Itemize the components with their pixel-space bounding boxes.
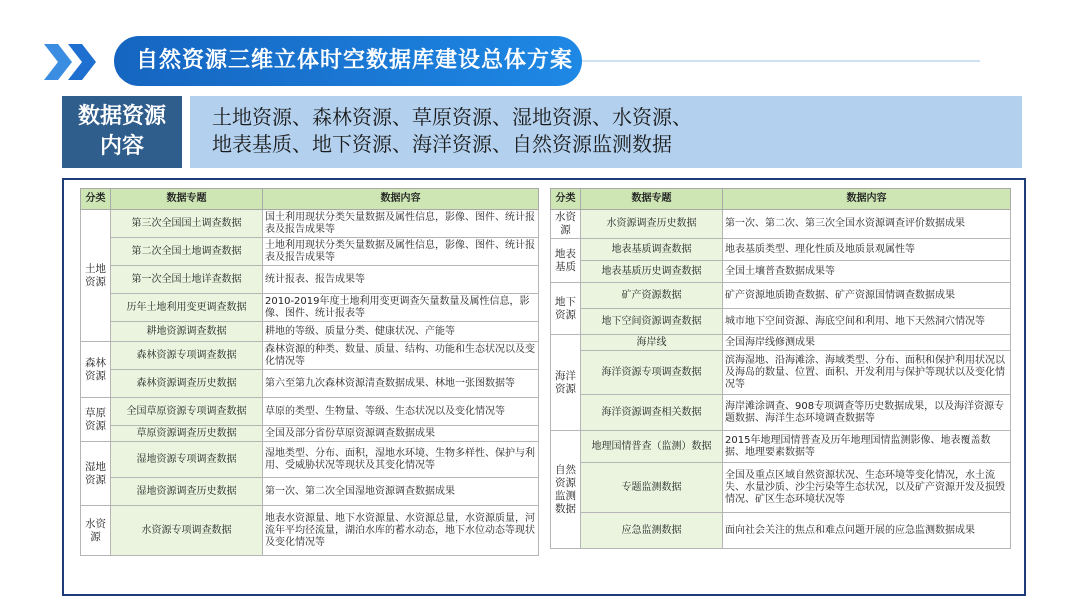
content-cell: 2015年地理国情普查及历年地理国情监测影像、地表覆盖数据、地理要素数据等	[723, 431, 1011, 463]
table-row	[551, 210, 1011, 239]
category-cell: 自然 资源 监测 数据	[551, 431, 581, 549]
topic-cell: 历年土地利用变更调查数据	[111, 294, 263, 322]
table-row	[551, 239, 1011, 261]
header-topic: 数据专题	[581, 189, 723, 210]
header-topic: 数据专题	[111, 189, 263, 210]
table-row	[551, 463, 1011, 513]
header-category: 分类	[81, 189, 111, 210]
category-cell: 森林 资源	[81, 342, 111, 398]
table-row	[81, 294, 539, 322]
table-row	[81, 478, 539, 506]
topic-cell: 全国草原资源专项调查数据	[111, 398, 263, 426]
topic-cell: 海岸线	[581, 335, 723, 351]
resource-label	[62, 96, 182, 168]
right-data-table	[550, 188, 1011, 549]
content-cell: 第六至第九次森林资源清查数据成果、林地一张图数据等	[263, 370, 539, 398]
content-cell: 地表水资源量、地下水资源量、水资源总量，水资源质量，河流年平均径流量，湖泊水库的蓄水动态，地下水位动态等现状及变化情况等	[263, 506, 539, 556]
category-cell: 水资 源	[81, 506, 111, 556]
topic-cell: 森林资源调查历史数据	[111, 370, 263, 398]
table-row	[81, 442, 539, 478]
table-header-row	[551, 189, 1011, 210]
content-cell: 草原的类型、生物量、等级、生态状况以及变化情况等	[263, 398, 539, 426]
table-row	[81, 370, 539, 398]
table-row	[551, 395, 1011, 431]
resource-summary	[190, 96, 1022, 168]
content-cell: 全国土壤普查数据成果等	[723, 261, 1011, 283]
page-title: 自然资源三维立体时空数据库建设总体方案	[114, 36, 582, 86]
content-cell: 滨海湿地、沿海滩涂、海域类型、分布、面积和保护利用状况以及海岛的数量、位置、面积、开发利用与保护等现状以及变化情况等	[723, 351, 1011, 395]
content-cell: 森林资源的种类、数量、质量、结构、功能和生态状况以及变化情况等	[263, 342, 539, 370]
topic-cell: 第二次全国土地调查数据	[111, 238, 263, 266]
category-cell: 地表 基质	[551, 239, 581, 283]
topic-cell: 地表基质历史调查数据	[581, 261, 723, 283]
topic-cell: 草原资源调查历史数据	[111, 426, 263, 442]
topic-cell: 耕地资源调查数据	[111, 322, 263, 342]
table-row	[551, 261, 1011, 283]
topic-cell: 水资源调查历史数据	[581, 210, 723, 239]
header-category: 分类	[551, 189, 581, 210]
topic-cell: 第一次全国土地详查数据	[111, 266, 263, 294]
topic-cell: 湿地资源调查历史数据	[111, 478, 263, 506]
category-cell: 土地 资源	[81, 210, 111, 342]
table-row	[551, 335, 1011, 351]
category-cell: 海洋 资源	[551, 335, 581, 431]
content-cell: 矿产资源地质勘查数据、矿产资源国情调查数据成果	[723, 283, 1011, 309]
header-content: 数据内容	[723, 189, 1011, 210]
table-frame	[62, 178, 1026, 596]
content-cell: 全国及部分省份草原资源调查数据成果	[263, 426, 539, 442]
topic-cell: 海洋资源调查相关数据	[581, 395, 723, 431]
topic-cell: 地下空间资源调查数据	[581, 309, 723, 335]
table-row	[551, 513, 1011, 549]
table-row	[81, 266, 539, 294]
category-cell: 草原 资源	[81, 398, 111, 442]
header-content: 数据内容	[263, 189, 539, 210]
resource-label-line: 内容	[99, 134, 144, 159]
topic-cell: 地表基质调查数据	[581, 239, 723, 261]
content-cell: 全国及重点区域自然资源状况、生态环境等变化情况，水土流失、水量沙质、沙尘污染等生态状况，以及矿产资源开发及损毁情况、矿区生态环境状况等	[723, 463, 1011, 513]
title-divider	[560, 60, 980, 62]
topic-cell: 海洋资源专项调查数据	[581, 351, 723, 395]
table-row	[81, 238, 539, 266]
table-row	[551, 351, 1011, 395]
topic-cell: 第三次全国国土调查数据	[111, 210, 263, 238]
content-cell: 全国海岸线修测成果	[723, 335, 1011, 351]
content-cell: 城市地下空间资源、海底空间和利用、地下天然洞穴情况等	[723, 309, 1011, 335]
topic-cell: 专题监测数据	[581, 463, 723, 513]
category-cell: 湿地 资源	[81, 442, 111, 506]
resource-summary-line: 土地资源、森林资源、草原资源、湿地资源、水资源、	[212, 105, 692, 129]
topic-cell: 地理国情普查（监测）数据	[581, 431, 723, 463]
topic-cell: 应急监测数据	[581, 513, 723, 549]
table-row	[81, 342, 539, 370]
topic-cell: 森林资源专项调查数据	[111, 342, 263, 370]
resource-label-line: 数据资源	[77, 104, 166, 129]
topic-cell: 湿地资源专项调查数据	[111, 442, 263, 478]
double-chevron-icon	[42, 40, 102, 84]
table-header-row	[81, 189, 539, 210]
content-cell: 第一次、第二次全国湿地资源调查数据成果	[263, 478, 539, 506]
table-row	[551, 431, 1011, 463]
content-cell: 第一次、第二次、第三次全国水资源调查评价数据成果	[723, 210, 1011, 239]
topic-cell: 水资源专项调查数据	[111, 506, 263, 556]
table-row	[81, 398, 539, 426]
resource-summary-line: 地表基质、地下资源、海洋资源、自然资源监测数据	[212, 132, 672, 156]
content-cell: 土地利用现状分类矢量数据及属性信息，影像、图件、统计报表及报告成果等	[263, 238, 539, 266]
content-cell: 2010-2019年度土地利用变更调查矢量数量及属性信息，影像、图件、统计报表等	[263, 294, 539, 322]
content-cell: 湿地类型、分布、面积，湿地水环境、生物多样性、保护与利用、受威胁状况等现状及其变化情况等	[263, 442, 539, 478]
topic-cell: 矿产资源数据	[581, 283, 723, 309]
content-cell: 地表基质类型、理化性质及地质景观属性等	[723, 239, 1011, 261]
category-cell: 水资 源	[551, 210, 581, 239]
content-cell: 国土利用现状分类矢量数据及属性信息，影像、图件、统计报表及报告成果等	[263, 210, 539, 238]
content-cell: 海岸滩涂调查、908专项调查等历史数据成果，以及海洋资源专题数据、海洋生态环境调查数据等	[723, 395, 1011, 431]
table-row	[81, 210, 539, 238]
table-row	[81, 506, 539, 556]
table-row	[551, 309, 1011, 335]
content-cell: 面向社会关注的焦点和难点问题开展的应急监测数据成果	[723, 513, 1011, 549]
left-data-table	[80, 188, 539, 556]
content-cell: 耕地的等级、质量分类、健康状况、产能等	[263, 322, 539, 342]
content-cell: 统计报表、报告成果等	[263, 266, 539, 294]
table-row	[81, 322, 539, 342]
category-cell: 地下 资源	[551, 283, 581, 335]
table-row	[551, 283, 1011, 309]
table-row	[81, 426, 539, 442]
